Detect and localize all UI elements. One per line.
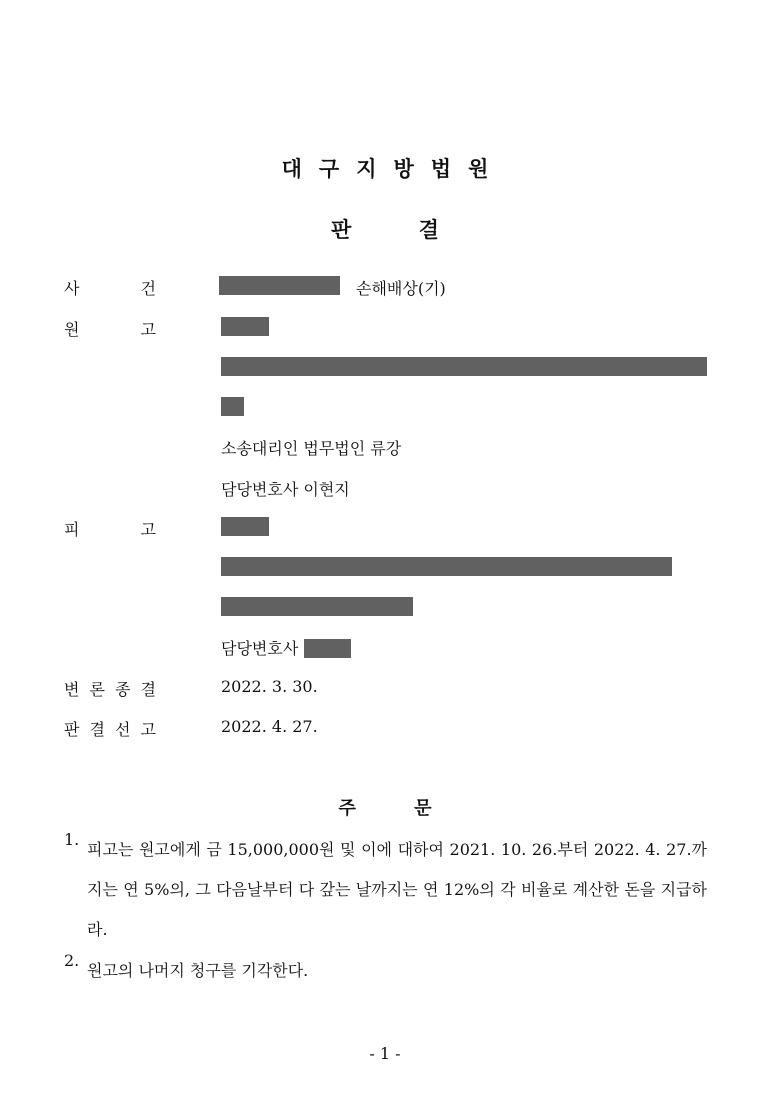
judgment-date-label: 판 결 선 고 [64,720,156,739]
court-name: 대구지방법원 [281,157,506,181]
redacted-plaintiff-address [221,357,707,376]
redacted-case-number [219,276,340,295]
case-label: 사 건 [64,279,156,298]
redacted-plaintiff-name [221,317,269,336]
judgment-date: 2022. 4. 27. [221,717,318,736]
order-item-1: 1. 피고는 원고에게 금 15,000,000원 및 이에 대하여 2021. 10. 26.부터 2022. 4. 27.까지는 연 5%의, 그 다음날부터 다 갚는 날까지는 연 12%의 각 비율로 계산한 돈을 지급하라. [64,830,707,939]
redacted-plaintiff-address-cont [221,397,244,416]
redacted-defendant-name [221,517,269,536]
plaintiff-label: 원 고 [64,320,156,339]
case-name: 손해배상(기) [356,279,446,298]
plaintiff-attorney: 소송대리인 법무법인 류강 [221,439,402,458]
order-title: 주 문 [338,798,432,819]
plaintiff-lawyer: 담당변호사 이현지 [221,480,350,499]
defendant-lawyer: 담당변호사 [221,636,351,659]
page-number: - 1 - [369,1044,401,1063]
redacted-defendant-address [221,557,672,576]
redacted-defendant-address-cont [221,597,413,616]
hearing-end-label: 변 론 종 결 [64,680,156,699]
hearing-end-date: 2022. 3. 30. [221,677,318,696]
defendant-label: 피 고 [64,520,156,539]
document-type: 판 결 [331,218,439,242]
redacted-defendant-lawyer-name [304,639,351,658]
order-item-2: 2. 원고의 나머지 청구를 기각한다. [64,951,309,980]
